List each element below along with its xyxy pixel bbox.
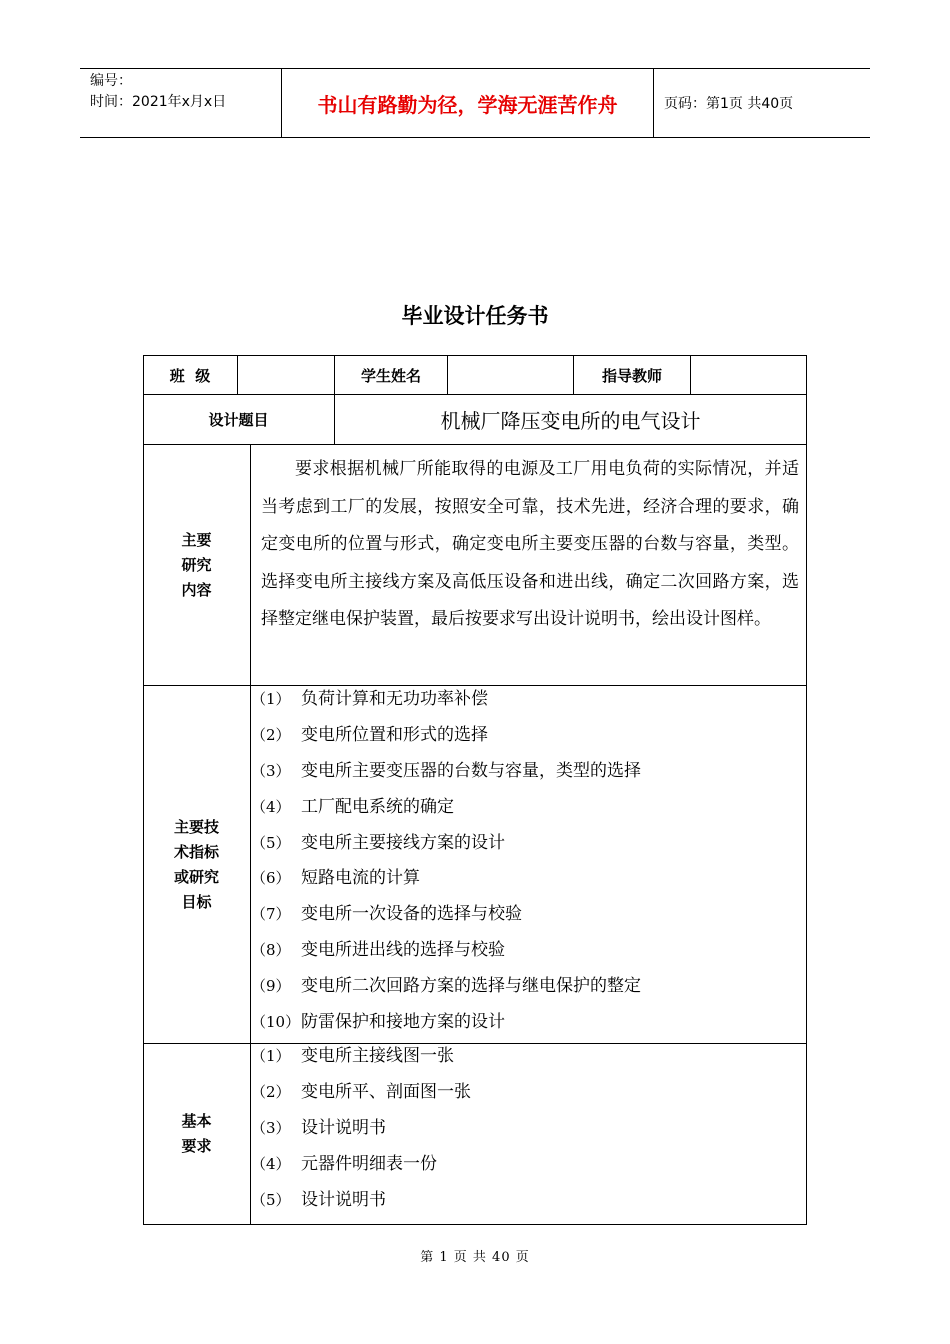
targets-label-line: 术指标 (173, 842, 219, 861)
list-item-number: （5） (251, 833, 291, 852)
list-item-text: 短路电流的计算 (301, 868, 420, 889)
targets-label-line: 目标 (181, 892, 212, 911)
list-item (251, 1039, 471, 1075)
advisor-label: 指导教师 (601, 366, 662, 385)
student-name-label: 学生姓名 (360, 366, 421, 385)
list-item-number: （7） (251, 905, 291, 924)
list-item-number: （1） (251, 1047, 291, 1065)
list-item-number: （4） (251, 1154, 291, 1173)
list-item (251, 718, 641, 754)
list-item (251, 897, 641, 933)
list-item (251, 861, 641, 897)
list-item (251, 682, 641, 718)
table-border-right (806, 355, 807, 1225)
list-item-number: （1） (251, 690, 291, 708)
list-item-text: 变电所位置和形式的选择 (301, 724, 488, 745)
list-item-number: （9） (251, 977, 291, 996)
header-motto: 书山有路勤为径，学海无涯苦作舟 (282, 69, 654, 137)
design-topic-value: 机械厂降压变电所的电气设计 (440, 409, 701, 433)
research-content-label-line: 研究 (181, 555, 212, 574)
list-item-text: 变电所一次设备的选择与校验 (301, 904, 522, 925)
list-item-text: 防雷保护和接地方案的设计 (301, 1012, 505, 1033)
list-item-text: 变电所主要接线方案的设计 (301, 832, 505, 853)
header-page-info: 页码：第1页 共40页 (664, 96, 794, 112)
list-item (251, 754, 641, 790)
list-item (251, 1111, 471, 1147)
document-time-label: 时间：2021年x月x日 (90, 94, 227, 110)
list-item-text: 设计说明书 (301, 1189, 386, 1210)
student-name-value (448, 355, 573, 395)
targets-list (251, 682, 641, 1041)
targets-label (143, 686, 250, 1043)
list-item-text: 工厂配电系统的确定 (301, 796, 454, 817)
research-content-text: 要求根据机械厂所能取得的电源及工厂用电负荷的实际情况，并适当考虑到工厂的发展，按照安全可靠，技术先进，经济合理的要求，确定变电所的位置与形式，确定变电所主要变压器的台数与容量，类型。选择变电所主接线方案及高低压设备和进出线，确定二次回路方案，选择整定继电保护装置，最后按要求写出设计说明书，绘出设计图样。 (261, 459, 799, 630)
list-item-text: 变电所主接线图一张 (301, 1046, 454, 1066)
list-item-number: （5） (251, 1190, 291, 1209)
list-item-number: （6） (251, 869, 291, 888)
page-header (80, 68, 870, 138)
list-item-number: （8） (251, 941, 291, 960)
list-item-text: 设计说明书 (301, 1117, 386, 1138)
list-item (251, 1075, 471, 1111)
list-item-number: （3） (251, 761, 291, 780)
list-item (251, 933, 641, 969)
table-border-bottom (143, 1224, 807, 1225)
document-number-label: 编号： (90, 73, 132, 89)
list-item (251, 1147, 471, 1183)
targets-label-line: 主要技 (173, 817, 219, 836)
list-item-text: 变电所进出线的选择与校验 (301, 940, 505, 961)
header-meta (80, 69, 282, 137)
research-content-label (143, 445, 250, 685)
list-item (251, 790, 641, 826)
task-form-table (143, 355, 807, 1225)
class-label: 班 级 (169, 366, 211, 385)
list-item (251, 969, 641, 1005)
basic-requirements-label-line: 基本 (181, 1112, 212, 1130)
list-item-number: （10） (251, 1013, 301, 1032)
list-item (251, 826, 641, 862)
advisor-value (691, 355, 806, 395)
basic-requirements-label (143, 1044, 250, 1224)
list-item-number: （4） (251, 797, 291, 816)
list-item-number: （3） (251, 1118, 291, 1137)
list-item-text: 元器件明细表一份 (301, 1153, 437, 1174)
basic-requirements-label-line: 要求 (181, 1137, 212, 1155)
page-footer: 第 1 页 共 40 页 (420, 1250, 530, 1265)
research-content-label-line: 内容 (181, 580, 212, 599)
design-topic-label: 设计题目 (208, 411, 269, 429)
basic-requirements-list (251, 1039, 471, 1218)
list-item-number: （2） (251, 725, 291, 744)
list-item (251, 1183, 471, 1219)
document-title: 毕业设计任务书 (401, 303, 549, 328)
list-item-text: 变电所平、剖面图一张 (301, 1081, 471, 1102)
targets-label-line: 或研究 (173, 867, 219, 886)
list-item-text: 变电所主要变压器的台数与容量，类型的选择 (301, 760, 641, 781)
class-value (238, 355, 334, 395)
list-item (251, 1005, 641, 1041)
research-content-label-line: 主要 (181, 530, 212, 549)
list-item-number: （2） (251, 1082, 291, 1101)
list-item-text: 变电所二次回路方案的选择与继电保护的整定 (301, 976, 641, 997)
list-item-text: 负荷计算和无功功率补偿 (301, 689, 488, 709)
